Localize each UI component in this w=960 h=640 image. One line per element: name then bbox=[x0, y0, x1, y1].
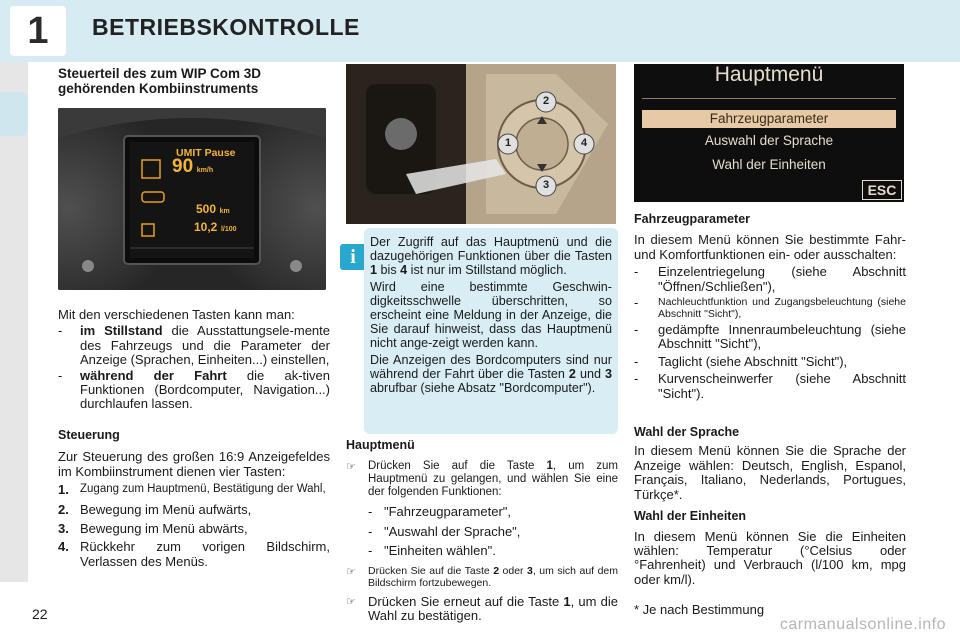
page-title: BETRIEBSKONTROLLE bbox=[92, 14, 360, 40]
option-text: "Fahrzeugparameter", bbox=[384, 504, 512, 520]
sprache-heading: Wahl der Sprache bbox=[634, 425, 740, 440]
display-distance-value: 500 bbox=[196, 202, 217, 216]
footnote: * Je nach Bestimmung bbox=[634, 602, 765, 618]
key-text: Zugang zum Hauptmenü, Bestätigung der Wahl, bbox=[80, 483, 326, 496]
display-consumption-unit: l/100 bbox=[220, 226, 237, 233]
bullet-dash: - bbox=[634, 295, 639, 311]
step-part: , um zum Hauptmenü zu gelangen, und wählen Sie eine der folgenden Funktionen: bbox=[368, 460, 618, 499]
instrument-cluster-illustration bbox=[58, 108, 326, 290]
menu-item-einheiten: Wahl der Einheiten bbox=[712, 157, 826, 172]
info-text: abrufbar (siehe Absatz "Bordcomputer"). bbox=[370, 380, 596, 395]
menu-underline bbox=[642, 98, 896, 99]
key-number: 3. bbox=[58, 520, 69, 536]
bullet-text: die Ausstattungsele-mente des Fahrzeugs und die Parameter der Anzeige (Sprachen, Einheiten...) einstellen, bbox=[80, 323, 330, 368]
chapter-number: 1 bbox=[10, 6, 66, 56]
info-key: 2 bbox=[568, 367, 576, 382]
key-number: 1. bbox=[58, 482, 69, 498]
side-band bbox=[0, 62, 28, 582]
bullet-dash: - bbox=[634, 371, 639, 387]
info-paragraph-2: Wird eine bestimmte Geschwin-digkeitsschwelle überschritten, so erscheint eine Meldung in der Anzeige, die Sie darauf hinweist, dass das Hauptmenü nicht ange-zeigt werden kann. bbox=[370, 280, 612, 350]
info-icon: i bbox=[340, 244, 366, 270]
step-key: 1 bbox=[546, 460, 553, 473]
info-text: ist nur im Stillstand möglich. bbox=[407, 262, 567, 277]
section-heading-kombi: Steuerteil des zum WIP Com 3D gehörenden Kombiinstruments bbox=[58, 66, 262, 96]
einheiten-heading: Wahl der Einheiten bbox=[634, 509, 747, 524]
info-text: und bbox=[575, 367, 605, 382]
info-paragraph-3 bbox=[370, 354, 612, 395]
intro-text: Mit den verschiedenen Tasten kann man: bbox=[58, 307, 295, 322]
list-item bbox=[58, 369, 330, 412]
fp-item: Nachleuchtfunktion und Zugangsbeleuchtung (siehe Abschnitt "Sicht"), bbox=[658, 296, 906, 321]
info-key: 3 bbox=[604, 367, 612, 382]
list-item bbox=[346, 505, 618, 519]
list-item bbox=[634, 296, 906, 320]
bullet-text: die ak-tiven Funktionen (Bordcomputer, Navigation...) durchlaufen lassen. bbox=[80, 367, 330, 412]
bullet-bold: im Stillstand bbox=[80, 323, 163, 339]
menu-item-sprache: Auswahl der Sprache bbox=[704, 133, 834, 148]
instrument-cluster-photo bbox=[58, 108, 326, 290]
info-text: Der Zugriff auf das Hauptmenü und die dazugehörigen Funktionen über die Tasten bbox=[370, 235, 612, 263]
step-text bbox=[368, 460, 618, 499]
info-text: Die Anzeigen des Bordcomputers sind nur während der Fahrt über die Tasten bbox=[370, 353, 612, 382]
list-item bbox=[58, 540, 330, 569]
column-left bbox=[58, 62, 330, 569]
bullet-dash: - bbox=[634, 353, 639, 369]
column-right bbox=[634, 62, 906, 618]
list-item bbox=[346, 525, 618, 539]
list-item bbox=[346, 544, 618, 558]
watermark: carmanualsonline.info bbox=[779, 616, 946, 633]
bullet-bold: während der Fahrt bbox=[80, 367, 227, 383]
steuerung-heading: Steuerung bbox=[58, 427, 120, 442]
display-speed-value: 90 bbox=[172, 156, 194, 177]
button-label-1: 1 bbox=[504, 137, 512, 149]
button-label-2: 2 bbox=[542, 95, 550, 107]
step-part: , um sich auf dem Bildschirm fortzubewegen. bbox=[368, 564, 618, 589]
step-part: , um die Wahl zu bestätigen. bbox=[368, 593, 618, 624]
step-part: Drücken Sie auf die Taste bbox=[368, 460, 547, 473]
list-item bbox=[58, 483, 330, 497]
button-label-4: 4 bbox=[580, 137, 588, 149]
step-text bbox=[368, 595, 618, 624]
key-text: Bewegung im Menü aufwärts, bbox=[80, 502, 252, 518]
hand-icon: ☞ bbox=[346, 461, 356, 474]
list-item bbox=[58, 324, 330, 367]
list-item bbox=[58, 522, 330, 536]
hand-icon: ☞ bbox=[346, 595, 356, 608]
fahrzeugparameter-text: In diesem Menü können Sie bestimmte Fahr- und Komfortfunktionen ein- oder ausschalten: bbox=[634, 232, 906, 262]
esc-button: ESC bbox=[862, 180, 902, 200]
hand-icon: ☞ bbox=[346, 565, 356, 578]
step-key: 2 bbox=[493, 564, 500, 577]
step-key: 1 bbox=[563, 593, 571, 609]
key-text: Rückkehr zum vorigen Bildschirm, Verlassen des Menüs. bbox=[80, 539, 330, 569]
menu-item-fahrzeugparameter: Fahrzeugparameter bbox=[642, 110, 896, 128]
option-text: "Einheiten wählen". bbox=[384, 543, 496, 559]
info-text: bis bbox=[377, 262, 401, 277]
bullet-dash: - bbox=[58, 323, 63, 339]
column-middle bbox=[346, 62, 616, 224]
page-number: 22 bbox=[32, 606, 48, 622]
step-text bbox=[368, 565, 618, 589]
bullet-dash: - bbox=[58, 367, 63, 383]
info-key: 4 bbox=[400, 262, 408, 277]
bullet-body bbox=[80, 324, 330, 367]
display-distance-unit: km bbox=[219, 208, 230, 215]
display-speed bbox=[172, 156, 214, 178]
option-dash: - bbox=[368, 523, 373, 539]
hauptmenu-heading: Hauptmenü bbox=[346, 438, 415, 452]
fp-item: Einzelentriegelung (siehe Abschnitt "Öffnen/Schließen"), bbox=[658, 264, 906, 294]
fp-item: Kurvenscheinwerfer (siehe Abschnitt "Sicht"). bbox=[658, 371, 906, 401]
info-box bbox=[364, 228, 618, 434]
steering-controls-illustration bbox=[346, 64, 616, 224]
hauptmenu-section bbox=[346, 438, 618, 623]
info-paragraph-1 bbox=[370, 236, 612, 277]
key-number: 4. bbox=[58, 539, 69, 555]
list-item bbox=[346, 460, 618, 499]
steering-controls-photo bbox=[346, 64, 616, 224]
step-key: 3 bbox=[527, 564, 533, 577]
list-item bbox=[346, 565, 618, 589]
chapter-tab bbox=[0, 92, 28, 136]
list-item bbox=[634, 372, 906, 401]
option-dash: - bbox=[368, 543, 373, 559]
bullet-dash: - bbox=[634, 264, 639, 280]
display-consumption bbox=[194, 220, 237, 237]
list-item bbox=[634, 265, 906, 294]
display-consumption-value: 10,2 bbox=[194, 220, 218, 234]
step-part: oder bbox=[499, 564, 528, 577]
option-dash: - bbox=[368, 504, 373, 520]
key-number: 2. bbox=[58, 502, 69, 518]
info-key: 1 bbox=[370, 262, 378, 277]
list-item bbox=[634, 355, 906, 369]
display-speed-unit: km/h bbox=[196, 167, 214, 174]
key-text: Bewegung im Menü abwärts, bbox=[80, 520, 248, 536]
sprache-text: In diesem Menü können Sie die Sprache der Anzeige wählen: Deutsch, English, Espanol, Français, Italiano, Nederlands, Portugues, Türkçe*. bbox=[634, 443, 906, 502]
option-text: "Auswahl der Sprache", bbox=[384, 523, 521, 539]
display-distance bbox=[196, 202, 230, 219]
fp-item: gedämpfte Innenraumbeleuchtung (siehe Abschnitt "Sicht"), bbox=[658, 322, 906, 352]
step-part: Drücken Sie auf die Taste bbox=[368, 564, 494, 577]
fahrzeugparameter-heading: Fahrzeugparameter bbox=[634, 212, 751, 226]
bullet-dash: - bbox=[634, 322, 639, 338]
display-limit-text: UMIT Pause bbox=[176, 147, 236, 159]
list-item bbox=[346, 595, 618, 624]
fp-item: Taglicht (siehe Abschnitt "Sicht"), bbox=[658, 353, 848, 369]
step-part: Drücken Sie erneut auf die Taste bbox=[368, 593, 564, 609]
button-label-3: 3 bbox=[542, 179, 550, 191]
einheiten-text: In diesem Menü können Sie die Einheiten wählen: Temperatur (°Celsius oder °Fahrenheit) und Verbrauch (l/100 km, mpg oder km/l). bbox=[634, 528, 906, 587]
steuerung-text: Zur Steuerung des großen 16:9 Anzeigefeldes im Kombiinstrument dienen vier Tasten: bbox=[58, 449, 330, 479]
bullet-body bbox=[80, 369, 330, 412]
main-menu-screen bbox=[634, 64, 904, 202]
list-item bbox=[634, 323, 906, 352]
list-item bbox=[58, 503, 330, 517]
menu-title: Hauptmenü bbox=[714, 64, 824, 86]
